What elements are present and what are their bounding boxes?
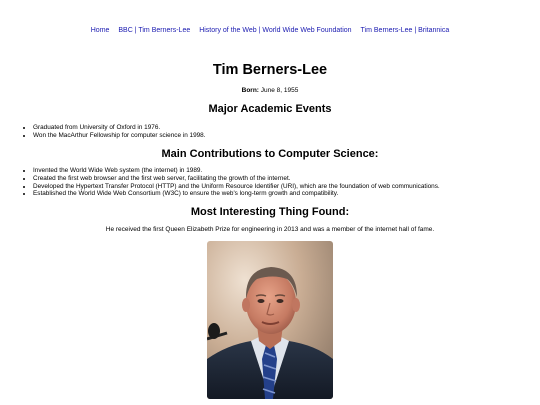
list-item: • Invented the World Wide Web system (the internet) in 1989. bbox=[33, 167, 440, 175]
nav-link-britannica[interactable]: Tim Berners-Lee | Britannica bbox=[360, 27, 450, 34]
top-navigation bbox=[0, 27, 540, 34]
nav-link-home[interactable]: Home bbox=[90, 27, 110, 34]
birth-date bbox=[0, 87, 540, 94]
page-title: Tim Berners-Lee bbox=[212, 62, 328, 78]
academic-events-list bbox=[24, 124, 206, 140]
list-item: • Established the World Wide Web Consortium (W3C) to ensure the web's long-term growth and compatibility. bbox=[33, 190, 440, 198]
nav-link-web-foundation[interactable]: History of the Web | World Wide Web Foundation bbox=[199, 27, 352, 34]
list-item: • Graduated from University of Oxford in 1976. bbox=[33, 124, 206, 132]
nav-link-bbc[interactable]: BBC | Tim Berners-Lee bbox=[118, 27, 191, 34]
contributions-list bbox=[24, 167, 440, 198]
list-item: • Developed the Hypertext Transfer Protocol (HTTP) and the Uniform Resource Identifier (URI), which are the foundation of web communications. bbox=[33, 183, 440, 191]
academic-events-heading: Major Academic Events bbox=[208, 103, 332, 115]
interesting-thing-text: He received the first Queen Elizabeth Prize for engineering in 2013 and was a member of the internet hall of fame. bbox=[105, 226, 435, 233]
interesting-thing-heading: Most Interesting Thing Found: bbox=[190, 206, 350, 218]
list-item: • Created the first web browser and the first web server, facilitating the growth of the internet. bbox=[33, 175, 440, 183]
born-label: Born: bbox=[241, 87, 259, 94]
born-value: June 8, 1955 bbox=[260, 87, 299, 94]
contributions-heading: Main Contributions to Computer Science: bbox=[161, 148, 379, 160]
portrait-photo bbox=[207, 241, 333, 399]
list-item: • Won the MacArthur Fellowship for computer science in 1998. bbox=[33, 132, 206, 140]
